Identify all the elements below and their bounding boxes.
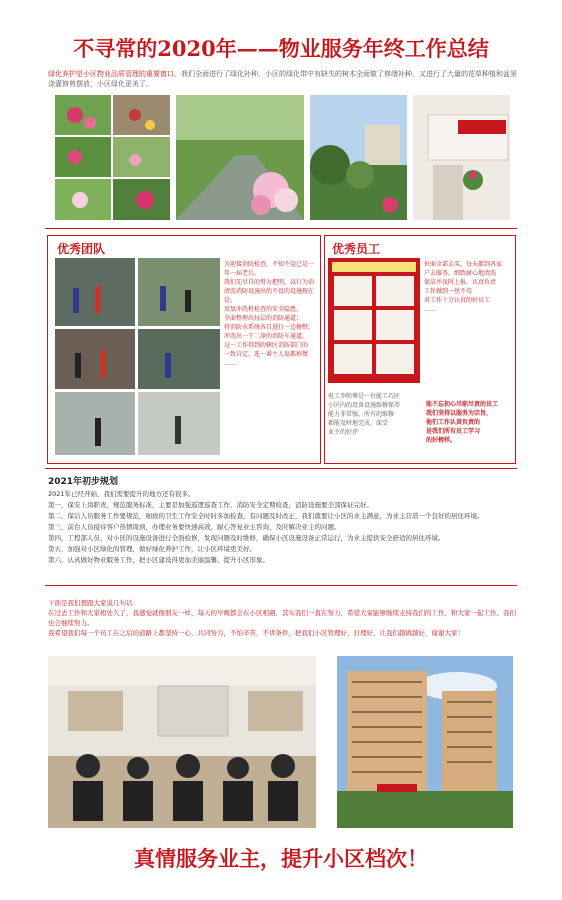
closing-message [48, 598, 518, 638]
plan-line: 第一，保安上岗职责，规范服务标准，主要是加强巡逻巡查工作，消防安全定期检查，消防设施要全部保证完好。 [48, 501, 373, 509]
team-line: 反复冲洗机检查的安全隐患， [224, 306, 303, 313]
closing-line: 我希望我们每一个员工在之后的道路上都坚持一心，共同努力，不怕辛苦，不讲条件，把我们小区管理好，打理好，让我们越做越好，谢谢大家！ [48, 629, 464, 637]
staff-highlight-line: 我们坚持以服务为宗旨， [426, 410, 493, 417]
intro-paragraph [48, 69, 518, 89]
team-cleaning-photos [55, 258, 220, 455]
staff-highlight-line: 是我们所有员工学习 [426, 428, 481, 435]
plan-line: 第二，保洁人员服务工作要规范，细致的卫生工作安全时时多加检查，有问题及时改正，我们就要让小区的业主满意，为业主营造一个良好的居住环境。 [48, 512, 484, 520]
staff-line: 都能及时地完成，深受 [328, 420, 389, 427]
residential-garden-photo [310, 95, 407, 220]
intro-text: 我们全面进行了绿化补种，小区的绿化带中有缺失的树木全面做了修缮补种，又进行了大量的花草种植和盆景浇灌修剪摆放，小区绿化更美了。 [48, 70, 517, 88]
plan-title: 2021年初步规划 [48, 477, 119, 487]
staff-line: 保洁并及时上报，认真负责 [424, 279, 497, 286]
staff-line: 工作做到一丝不苟 [424, 288, 473, 295]
team-line: 一致肯定，连一番主人翁都称赞 [224, 351, 309, 358]
team-line: 将消防水系统各自进行一边修整， [224, 324, 315, 331]
staff-line: …… [424, 306, 436, 313]
team-line: 全面整理出每层的消防通道； [224, 315, 303, 322]
closing-line: 下面是我们想跟大家说几句话： [48, 599, 139, 607]
plan-line: 第六，认真做好物业服务工作，把小区建设得更加美丽温馨，提升小区形象。 [48, 556, 269, 564]
garden-flowers-collage [55, 95, 170, 220]
staff-description-2 [328, 392, 420, 437]
team-line: 这一工作得到的辖区消防部门的 [224, 342, 309, 349]
plan-line: 第三，前台人员接待客户热情周到，办理业务要快速高效，耐心答复业主咨询，及时解决业主的问题。 [48, 523, 341, 531]
residential-towers-photo [337, 656, 513, 828]
plan-line: 第四，工程部人员，对小区的设施设备进行全面检修，发现问题及时维修，确保小区设施设备正常运行，为业主提供安全舒适的居住环境。 [48, 534, 445, 542]
staff-line: 户去服务，细致耐心地清洗 [424, 270, 497, 277]
page-title: 不寻常的2020年——物业服务年终工作总结 [73, 36, 489, 61]
team-description [224, 260, 314, 368]
staff-title: 优秀员工 [332, 242, 381, 256]
meeting-room-photo [48, 656, 316, 828]
staff-line: 电工李师傅是一位能工巧匠 [328, 393, 401, 400]
plan-line: 第五，加强对小区绿化的管理，做好绿化养护工作，让小区环境更美好。 [48, 545, 256, 553]
slogan: 真情服务业主，提升小区档次！ [134, 846, 428, 871]
team-line: 我们先尽自的努力把明，以行为消清洗消防设施出的不设的设施现在是。 [224, 279, 315, 304]
section-divider-bottom [45, 585, 517, 586]
staff-highlight-line: 能不忘初心尽职尽责的员工 [426, 401, 499, 408]
team-line: …… [224, 360, 236, 367]
staff-line: 对工作十分认真的好员工 [424, 297, 491, 304]
plan-line: 2021年已经开始，我们需要提升的地方还有很多。 [48, 490, 195, 498]
intro-lead: 绿化养护是小区物业品质管理的重要窗口。 [48, 70, 181, 78]
staff-line: 外面全部去买，每天都到各家 [424, 261, 503, 268]
staff-description-1 [424, 260, 512, 314]
closing-line: 在过去工作和大家相处久了，我感觉就像朋友一样，每天的早晚都会在小区相遇，其实我们一直在努力，希望大家能够继续支持我们的工作，和大家一起工作。我们也会继续努力。 [48, 609, 516, 627]
staff-line: 业主的好评 [328, 429, 359, 436]
team-line: 冲洗出一干二净的消防车通道。 [224, 333, 309, 340]
garden-path-photo [176, 95, 304, 220]
staff-highlight-line: 他们工作认真负责的 [426, 419, 481, 426]
staff-highlight [426, 400, 512, 445]
lobby-display-photo [413, 95, 510, 220]
team-line: 为迎接消防检查，不知不觉已是一年一届老兵。 [224, 261, 315, 277]
staff-line: 能力非常强，所有的维修 [328, 411, 395, 418]
staff-line: 小区内的设备设施维修保养 [328, 402, 401, 409]
section-divider-top [45, 228, 517, 229]
team-title: 优秀团队 [57, 242, 106, 256]
staff-honor-board [328, 258, 420, 383]
section-divider-middle [45, 468, 517, 469]
staff-highlight-line: 的好榜样。 [426, 437, 457, 444]
